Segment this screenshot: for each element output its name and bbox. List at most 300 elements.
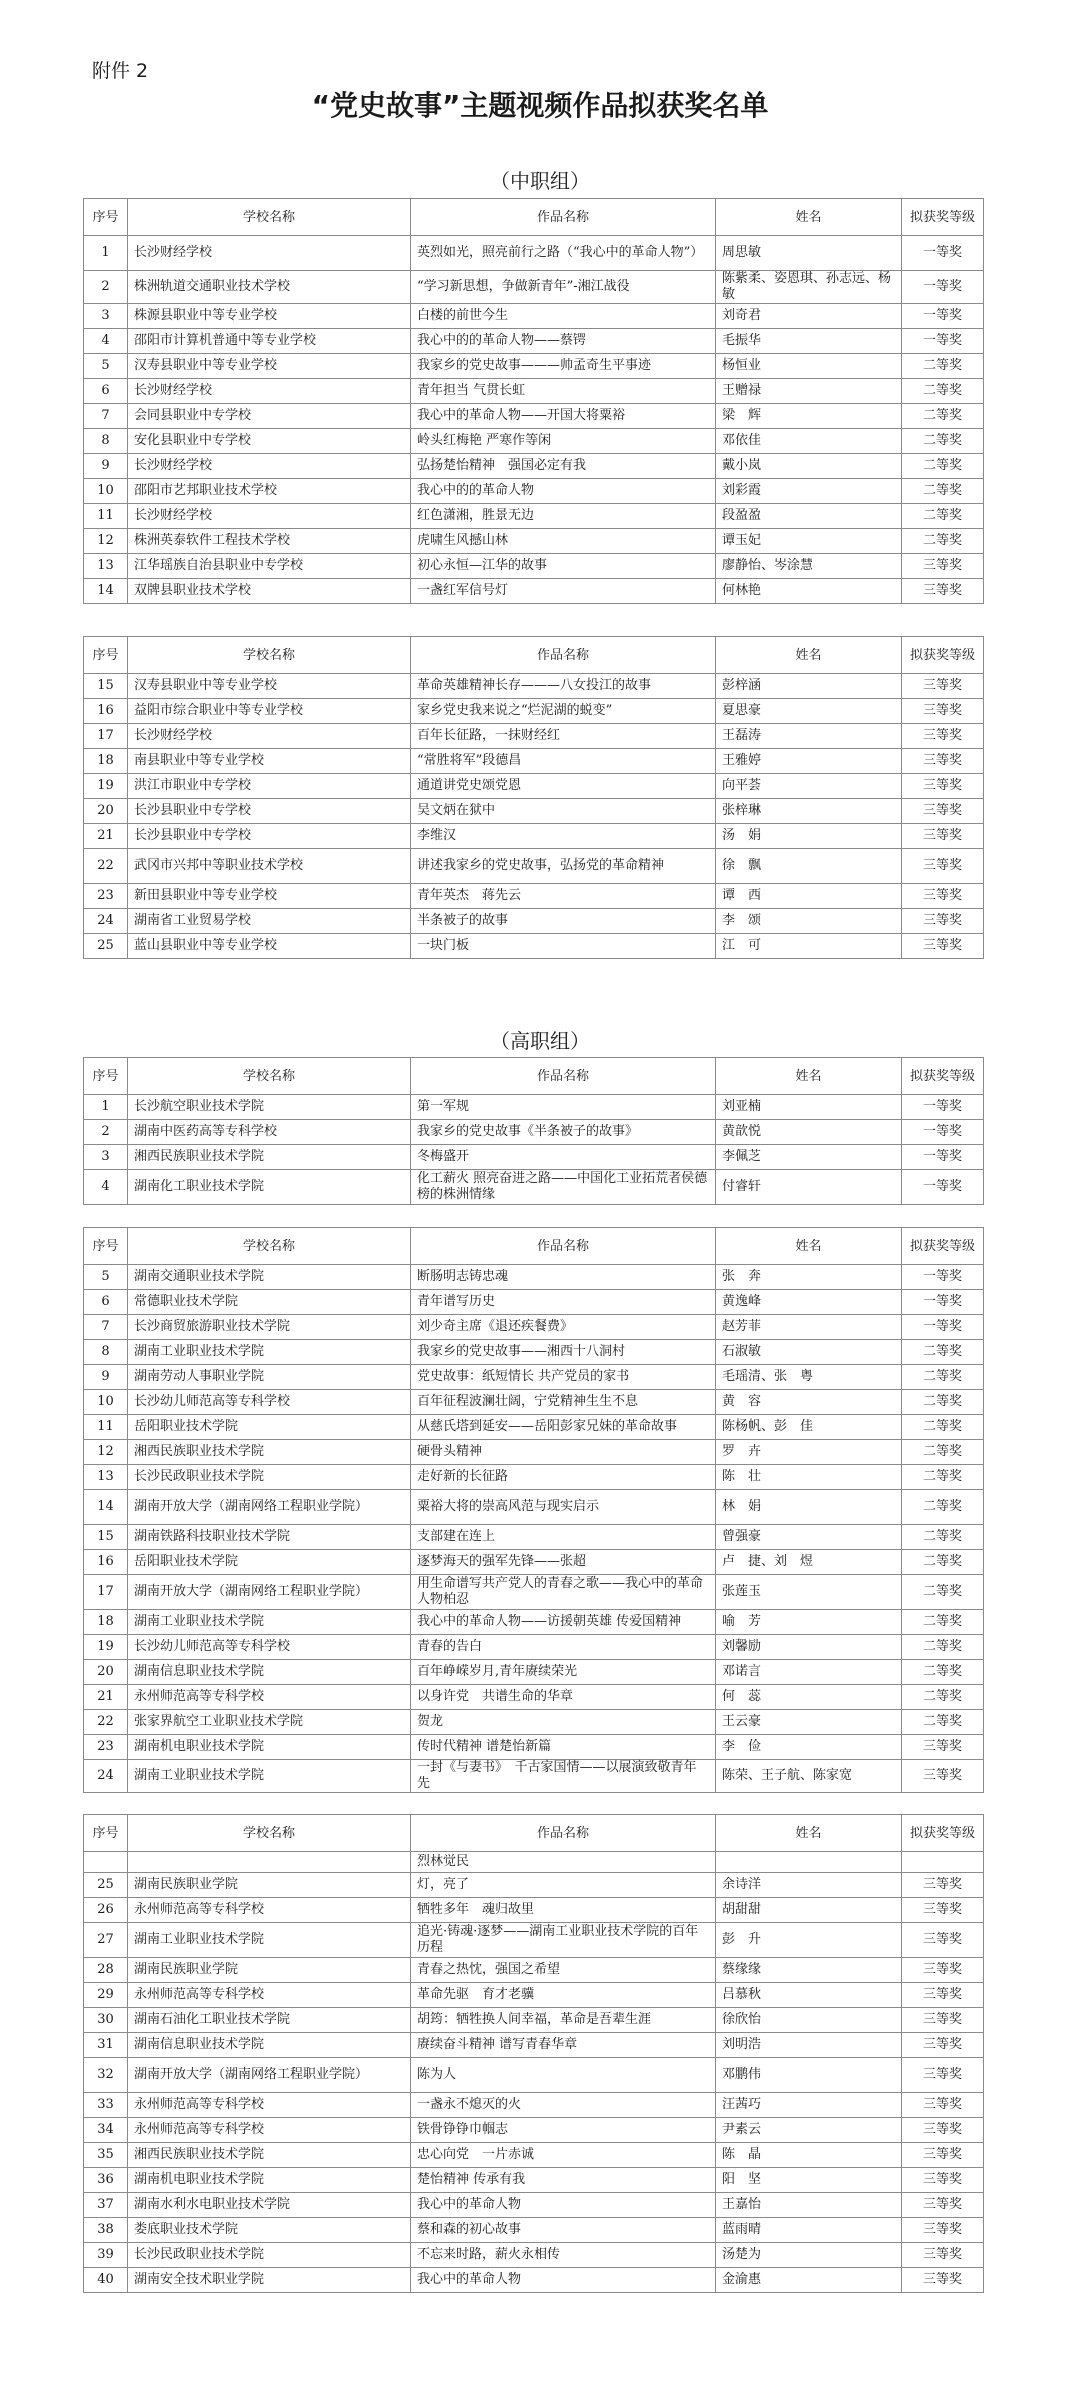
school-name: 湖南省工业贸易学校 bbox=[128, 909, 411, 934]
award-level: 三等奖 bbox=[902, 2268, 984, 2293]
table-row bbox=[84, 304, 984, 329]
work-title: 我心中的的革命人物 bbox=[411, 479, 716, 504]
table-header-row bbox=[84, 637, 984, 674]
row-index: 2 bbox=[84, 271, 128, 304]
table-row bbox=[84, 674, 984, 699]
school-name: 邵阳市计算机普通中等专业学校 bbox=[128, 329, 411, 354]
author-name: 刘奇君 bbox=[716, 304, 902, 329]
author-name: 杨恒业 bbox=[716, 354, 902, 379]
header-award: 拟获奖等级 bbox=[902, 1815, 984, 1852]
award-level: 二等奖 bbox=[902, 1685, 984, 1710]
table-row bbox=[84, 1440, 984, 1465]
row-index: 1 bbox=[84, 236, 128, 271]
table-row bbox=[84, 2033, 984, 2058]
award-level: 二等奖 bbox=[902, 1440, 984, 1465]
work-title: 楚怡精神 传承有我 bbox=[411, 2168, 716, 2193]
school-name: 邵阳市艺邦职业技术学校 bbox=[128, 479, 411, 504]
school-name: 娄底职业技术学院 bbox=[128, 2218, 411, 2243]
table-row bbox=[84, 579, 984, 604]
row-index: 12 bbox=[84, 529, 128, 554]
author-name: 吕慕秋 bbox=[716, 1983, 902, 2008]
award-level bbox=[902, 1852, 984, 1873]
school-name: 长沙财经学校 bbox=[128, 236, 411, 271]
author-name: 谭玉妃 bbox=[716, 529, 902, 554]
row-index: 39 bbox=[84, 2243, 128, 2268]
award-level: 三等奖 bbox=[902, 724, 984, 749]
author-name: 石淑敏 bbox=[716, 1340, 902, 1365]
table-row bbox=[84, 1983, 984, 2008]
school-name: 湖南信息职业技术学院 bbox=[128, 1660, 411, 1685]
author-name: 段盈盈 bbox=[716, 504, 902, 529]
author-name: 陈紫柔、姿恩琪、孙志远、杨 敏 bbox=[716, 271, 902, 304]
award-table bbox=[83, 1814, 984, 2293]
header-index: 序号 bbox=[84, 637, 128, 674]
header-work: 作品名称 bbox=[411, 1228, 716, 1265]
school-name: 长沙财经学校 bbox=[128, 724, 411, 749]
author-name: 尹素云 bbox=[716, 2118, 902, 2143]
author-name: 黄 容 bbox=[716, 1390, 902, 1415]
table-row bbox=[84, 529, 984, 554]
table-row bbox=[84, 454, 984, 479]
school-name: 永州师范高等专科学校 bbox=[128, 2118, 411, 2143]
award-table bbox=[83, 198, 984, 604]
award-table bbox=[83, 636, 984, 959]
author-name: 罗 卉 bbox=[716, 1440, 902, 1465]
school-name: 张家界航空工业职业技术学院 bbox=[128, 1710, 411, 1735]
row-index: 7 bbox=[84, 404, 128, 429]
row-index: 20 bbox=[84, 1660, 128, 1685]
table-row bbox=[84, 1415, 984, 1440]
award-level: 二等奖 bbox=[902, 1465, 984, 1490]
group-title-vocational: （中职组） bbox=[490, 169, 590, 193]
work-title: “常胜将军”段德昌 bbox=[411, 749, 716, 774]
header-award: 拟获奖等级 bbox=[902, 199, 984, 236]
author-name: 彭 升 bbox=[716, 1923, 902, 1958]
row-index: 15 bbox=[84, 674, 128, 699]
table-row bbox=[84, 1315, 984, 1340]
work-title: 我心中的革命人物——开国大将粟裕 bbox=[411, 404, 716, 429]
row-index: 18 bbox=[84, 749, 128, 774]
table-row bbox=[84, 2008, 984, 2033]
award-level: 二等奖 bbox=[902, 1490, 984, 1525]
row-index: 13 bbox=[84, 554, 128, 579]
header-index: 序号 bbox=[84, 1228, 128, 1265]
work-title: 用生命谱写共产党人的青春之歌——我心中的革命人物柏忍 bbox=[411, 1575, 716, 1610]
row-index: 16 bbox=[84, 699, 128, 724]
table-row bbox=[84, 554, 984, 579]
award-level: 三等奖 bbox=[902, 774, 984, 799]
school-name: 江华瑶族自治县职业中专学校 bbox=[128, 554, 411, 579]
award-level: 三等奖 bbox=[902, 2008, 984, 2033]
row-index: 4 bbox=[84, 1170, 128, 1205]
row-index: 19 bbox=[84, 774, 128, 799]
table-row bbox=[84, 2193, 984, 2218]
author-name: 王赠禄 bbox=[716, 379, 902, 404]
school-name: 湖南工业职业技术学院 bbox=[128, 1760, 411, 1793]
row-index: 9 bbox=[84, 1365, 128, 1390]
author-name: 陈 壮 bbox=[716, 1465, 902, 1490]
table-row bbox=[84, 1340, 984, 1365]
table-row bbox=[84, 2093, 984, 2118]
author-name: 陈 晶 bbox=[716, 2143, 902, 2168]
work-title: “学习新思想，争做新青年”-湘江战役 bbox=[411, 271, 716, 304]
award-level: 二等奖 bbox=[902, 479, 984, 504]
award-table bbox=[83, 1227, 984, 1793]
author-name: 曾强豪 bbox=[716, 1525, 902, 1550]
work-title: 忠心向党 一片赤诚 bbox=[411, 2143, 716, 2168]
award-level: 三等奖 bbox=[902, 934, 984, 959]
header-index: 序号 bbox=[84, 1058, 128, 1095]
author-name: 张 奔 bbox=[716, 1265, 902, 1290]
row-index: 8 bbox=[84, 429, 128, 454]
school-name: 永州师范高等专科学校 bbox=[128, 2093, 411, 2118]
award-level: 一等奖 bbox=[902, 1170, 984, 1205]
work-title: 我心中的革命人物 bbox=[411, 2268, 716, 2293]
author-name: 刘彩霞 bbox=[716, 479, 902, 504]
row-index: 38 bbox=[84, 2218, 128, 2243]
work-title: 百年峥嵘岁月,青年赓续荣光 bbox=[411, 1660, 716, 1685]
school-name: 湖南开放大学（湖南网络工程职业学院） bbox=[128, 1490, 411, 1525]
award-level: 一等奖 bbox=[902, 271, 984, 304]
award-level: 三等奖 bbox=[902, 2243, 984, 2268]
work-title: 英烈如光，照亮前行之路（“我心中的革命人物”） bbox=[411, 236, 716, 271]
school-name: 株洲英泰软件工程技术学校 bbox=[128, 529, 411, 554]
school-name: 湖南民族职业学院 bbox=[128, 1958, 411, 1983]
school-name: 湖南铁路科技职业技术学院 bbox=[128, 1525, 411, 1550]
table-row bbox=[84, 429, 984, 454]
school-name: 南县职业中等专业学校 bbox=[128, 749, 411, 774]
award-level: 三等奖 bbox=[902, 1760, 984, 1793]
table-row bbox=[84, 1760, 984, 1793]
work-title: 追光·铸魂·逐梦——湖南工业职业技术学院的百年历程 bbox=[411, 1923, 716, 1958]
author-name: 向平荟 bbox=[716, 774, 902, 799]
author-name: 徐欣怡 bbox=[716, 2008, 902, 2033]
work-title: 逐梦海天的强军先锋——张超 bbox=[411, 1550, 716, 1575]
school-name bbox=[128, 1852, 411, 1873]
award-level: 二等奖 bbox=[902, 1710, 984, 1735]
table-row bbox=[84, 1660, 984, 1685]
row-index: 17 bbox=[84, 724, 128, 749]
author-name bbox=[716, 1852, 902, 1873]
author-name: 胡甜甜 bbox=[716, 1898, 902, 1923]
school-name: 湖南化工职业技术学院 bbox=[128, 1170, 411, 1205]
header-work: 作品名称 bbox=[411, 199, 716, 236]
author-name: 陈荣、王子航、陈家宽 bbox=[716, 1760, 902, 1793]
table-row bbox=[84, 2143, 984, 2168]
row-index: 33 bbox=[84, 2093, 128, 2118]
row-index: 15 bbox=[84, 1525, 128, 1550]
work-title: 弘扬楚怡精神 强国必定有我 bbox=[411, 454, 716, 479]
author-name: 蓝雨晴 bbox=[716, 2218, 902, 2243]
table-row bbox=[84, 271, 984, 304]
work-title: 蔡和森的初心故事 bbox=[411, 2218, 716, 2243]
author-name: 余诗洋 bbox=[716, 1873, 902, 1898]
award-level: 三等奖 bbox=[902, 674, 984, 699]
work-title: 粟裕大将的崇高风范与现实启示 bbox=[411, 1490, 716, 1525]
school-name: 株源县职业中等专业学校 bbox=[128, 304, 411, 329]
table-row bbox=[84, 354, 984, 379]
work-title: 党史故事：纸短情长 共产党员的家书 bbox=[411, 1365, 716, 1390]
header-index: 序号 bbox=[84, 1815, 128, 1852]
award-level: 三等奖 bbox=[902, 1735, 984, 1760]
award-level: 一等奖 bbox=[902, 1290, 984, 1315]
table-row bbox=[84, 379, 984, 404]
award-level: 二等奖 bbox=[902, 1575, 984, 1610]
table-row bbox=[84, 2218, 984, 2243]
author-name: 何 蕊 bbox=[716, 1685, 902, 1710]
author-name: 李 俭 bbox=[716, 1735, 902, 1760]
table-row bbox=[84, 1390, 984, 1415]
attachment-label: 附件 2 bbox=[92, 60, 149, 82]
header-school: 学校名称 bbox=[128, 1815, 411, 1852]
header-name: 姓名 bbox=[716, 1815, 902, 1852]
table-row bbox=[84, 2268, 984, 2293]
work-title: 赓续奋斗精神 谱写青春华章 bbox=[411, 2033, 716, 2058]
author-name: 汤楚为 bbox=[716, 2243, 902, 2268]
table-row bbox=[84, 1525, 984, 1550]
header-school: 学校名称 bbox=[128, 1058, 411, 1095]
work-title: 百年征程波澜壮阔，宁党精神生生不息 bbox=[411, 1390, 716, 1415]
header-award: 拟获奖等级 bbox=[902, 1228, 984, 1265]
table-row bbox=[84, 1145, 984, 1170]
table-row bbox=[84, 1265, 984, 1290]
award-level: 三等奖 bbox=[902, 909, 984, 934]
award-level: 二等奖 bbox=[902, 1365, 984, 1390]
school-name: 永州师范高等专科学校 bbox=[128, 1685, 411, 1710]
work-title: 我心中的革命人物 bbox=[411, 2193, 716, 2218]
school-name: 湖南开放大学（湖南网络工程职业学院） bbox=[128, 1575, 411, 1610]
school-name: 长沙财经学校 bbox=[128, 454, 411, 479]
table-row bbox=[84, 2243, 984, 2268]
work-title: 牺牲多年 魂归故里 bbox=[411, 1898, 716, 1923]
author-name: 张梓琳 bbox=[716, 799, 902, 824]
school-name: 株洲轨道交通职业技术学校 bbox=[128, 271, 411, 304]
work-title: 青春之热忱，强国之希望 bbox=[411, 1958, 716, 1983]
author-name: 卢 捷、刘 煜 bbox=[716, 1550, 902, 1575]
award-level: 一等奖 bbox=[902, 329, 984, 354]
table-row bbox=[84, 236, 984, 271]
table-header-row bbox=[84, 1058, 984, 1095]
award-level: 一等奖 bbox=[902, 1095, 984, 1120]
award-level: 二等奖 bbox=[902, 404, 984, 429]
row-index: 24 bbox=[84, 909, 128, 934]
work-title: 一封《与妻书》 千古家国情——以展演致敬青年先 bbox=[411, 1760, 716, 1793]
author-name: 汤 娟 bbox=[716, 824, 902, 849]
row-index: 5 bbox=[84, 1265, 128, 1290]
author-name: 梁 辉 bbox=[716, 404, 902, 429]
row-index: 3 bbox=[84, 304, 128, 329]
row-index: 40 bbox=[84, 2268, 128, 2293]
award-level: 二等奖 bbox=[902, 1340, 984, 1365]
school-name: 湖南石油化工职业技术学院 bbox=[128, 2008, 411, 2033]
award-level: 二等奖 bbox=[902, 1390, 984, 1415]
school-name: 汉寿县职业中等专业学校 bbox=[128, 674, 411, 699]
table-row bbox=[84, 1365, 984, 1390]
school-name: 永州师范高等专科学校 bbox=[128, 1983, 411, 2008]
award-level: 二等奖 bbox=[902, 1550, 984, 1575]
header-name: 姓名 bbox=[716, 1058, 902, 1095]
row-index: 21 bbox=[84, 1685, 128, 1710]
row-index: 25 bbox=[84, 934, 128, 959]
work-title: 硬骨头精神 bbox=[411, 1440, 716, 1465]
school-name: 蓝山县职业中等专业学校 bbox=[128, 934, 411, 959]
work-title: 不忘来时路，薪火永相传 bbox=[411, 2243, 716, 2268]
school-name: 湖南交通职业技术学院 bbox=[128, 1265, 411, 1290]
author-name: 江 可 bbox=[716, 934, 902, 959]
school-name: 永州师范高等专科学校 bbox=[128, 1898, 411, 1923]
award-level: 三等奖 bbox=[902, 2093, 984, 2118]
row-index: 31 bbox=[84, 2033, 128, 2058]
work-title: 胡筠：牺牲换人间幸福，革命是吾辈生涯 bbox=[411, 2008, 716, 2033]
work-title: 岭头红梅艳 严寒作等闲 bbox=[411, 429, 716, 454]
author-name: 彭梓涵 bbox=[716, 674, 902, 699]
award-level: 一等奖 bbox=[902, 1145, 984, 1170]
author-name: 王嘉怡 bbox=[716, 2193, 902, 2218]
row-index: 4 bbox=[84, 329, 128, 354]
author-name: 黄歆悦 bbox=[716, 1120, 902, 1145]
row-index: 11 bbox=[84, 504, 128, 529]
school-name: 湘西民族职业技术学院 bbox=[128, 2143, 411, 2168]
award-level: 三等奖 bbox=[902, 1958, 984, 1983]
table-row bbox=[84, 1120, 984, 1145]
award-level: 二等奖 bbox=[902, 454, 984, 479]
author-name: 王磊涛 bbox=[716, 724, 902, 749]
work-title: 冬梅盛开 bbox=[411, 1145, 716, 1170]
row-index: 36 bbox=[84, 2168, 128, 2193]
award-level: 三等奖 bbox=[902, 554, 984, 579]
work-title: 一盏永不熄灭的火 bbox=[411, 2093, 716, 2118]
school-name: 洪江市职业中专学校 bbox=[128, 774, 411, 799]
work-title: 烈林觉民 bbox=[411, 1852, 716, 1873]
work-title: 一盏红军信号灯 bbox=[411, 579, 716, 604]
row-index: 1 bbox=[84, 1095, 128, 1120]
award-level: 三等奖 bbox=[902, 2218, 984, 2243]
author-name: 付睿轩 bbox=[716, 1170, 902, 1205]
row-index: 21 bbox=[84, 824, 128, 849]
author-name: 邓鹏伟 bbox=[716, 2058, 902, 2093]
table-row bbox=[84, 1685, 984, 1710]
table-row bbox=[84, 849, 984, 884]
row-index: 16 bbox=[84, 1550, 128, 1575]
table-row bbox=[84, 1958, 984, 1983]
row-index: 13 bbox=[84, 1465, 128, 1490]
table-row bbox=[84, 2168, 984, 2193]
work-title: 以身许党 共谱生命的华章 bbox=[411, 1685, 716, 1710]
author-name: 王云豪 bbox=[716, 1710, 902, 1735]
work-title: 讲述我家乡的党史故事，弘扬党的革命精神 bbox=[411, 849, 716, 884]
row-index: 26 bbox=[84, 1898, 128, 1923]
school-name: 湖南安全技术职业学院 bbox=[128, 2268, 411, 2293]
row-index: 10 bbox=[84, 479, 128, 504]
row-index: 22 bbox=[84, 849, 128, 884]
award-level: 一等奖 bbox=[902, 1265, 984, 1290]
table-row bbox=[84, 1923, 984, 1958]
author-name: 赵芳菲 bbox=[716, 1315, 902, 1340]
row-index: 34 bbox=[84, 2118, 128, 2143]
header-school: 学校名称 bbox=[128, 199, 411, 236]
work-title: 我家乡的党史故事———帅孟奇生平事迹 bbox=[411, 354, 716, 379]
author-name: 王雅婷 bbox=[716, 749, 902, 774]
award-level: 三等奖 bbox=[902, 799, 984, 824]
school-name: 长沙商贸旅游职业技术学院 bbox=[128, 1315, 411, 1340]
award-level: 三等奖 bbox=[902, 2193, 984, 2218]
award-level: 二等奖 bbox=[902, 1415, 984, 1440]
school-name: 湖南工业职业技术学院 bbox=[128, 1340, 411, 1365]
table-row bbox=[84, 1898, 984, 1923]
award-level: 一等奖 bbox=[902, 1315, 984, 1340]
header-work: 作品名称 bbox=[411, 637, 716, 674]
row-index: 30 bbox=[84, 2008, 128, 2033]
school-name: 长沙民政职业技术学院 bbox=[128, 1465, 411, 1490]
table-row bbox=[84, 2118, 984, 2143]
work-title: 第一军规 bbox=[411, 1095, 716, 1120]
award-level: 三等奖 bbox=[902, 749, 984, 774]
table-row bbox=[84, 909, 984, 934]
school-name: 益阳市综合职业中等专业学校 bbox=[128, 699, 411, 724]
school-name: 湖南中医药高等专科学校 bbox=[128, 1120, 411, 1145]
award-level: 三等奖 bbox=[902, 824, 984, 849]
header-name: 姓名 bbox=[716, 1228, 902, 1265]
table-row bbox=[84, 1095, 984, 1120]
row-index: 27 bbox=[84, 1923, 128, 1958]
award-level: 三等奖 bbox=[902, 2118, 984, 2143]
work-title: 青年谱写历史 bbox=[411, 1290, 716, 1315]
table-row bbox=[84, 1170, 984, 1205]
row-index: 9 bbox=[84, 454, 128, 479]
table-header-row bbox=[84, 1815, 984, 1852]
award-level: 三等奖 bbox=[902, 2143, 984, 2168]
header-index: 序号 bbox=[84, 199, 128, 236]
table-row bbox=[84, 1290, 984, 1315]
row-index: 23 bbox=[84, 1735, 128, 1760]
award-level: 二等奖 bbox=[902, 379, 984, 404]
award-level: 三等奖 bbox=[902, 1983, 984, 2008]
author-name: 陈杨帆、彭 佳 bbox=[716, 1415, 902, 1440]
award-level: 一等奖 bbox=[902, 304, 984, 329]
work-title: 走好新的长征路 bbox=[411, 1465, 716, 1490]
award-level: 二等奖 bbox=[902, 1660, 984, 1685]
school-name: 湖南劳动人事职业学院 bbox=[128, 1365, 411, 1390]
school-name: 长沙民政职业技术学院 bbox=[128, 2243, 411, 2268]
author-name: 周思敏 bbox=[716, 236, 902, 271]
author-name: 李 颂 bbox=[716, 909, 902, 934]
work-title: 我心中的的革命人物——蔡锷 bbox=[411, 329, 716, 354]
award-level: 三等奖 bbox=[902, 579, 984, 604]
work-title: 断肠明志铸忠魂 bbox=[411, 1265, 716, 1290]
work-title: 支部建在连上 bbox=[411, 1525, 716, 1550]
work-title: 青春的告白 bbox=[411, 1635, 716, 1660]
work-title: 吴文炳在狱中 bbox=[411, 799, 716, 824]
work-title: 刘少奇主席《退还疾餐费》 bbox=[411, 1315, 716, 1340]
table-row bbox=[84, 824, 984, 849]
author-name: 阳 坚 bbox=[716, 2168, 902, 2193]
school-name: 常德职业技术学院 bbox=[128, 1290, 411, 1315]
award-level: 二等奖 bbox=[902, 1610, 984, 1635]
row-index: 17 bbox=[84, 1575, 128, 1610]
table-row bbox=[84, 1610, 984, 1635]
work-title: 通道讲党史颂党恩 bbox=[411, 774, 716, 799]
award-level: 三等奖 bbox=[902, 1873, 984, 1898]
author-name: 李佩芝 bbox=[716, 1145, 902, 1170]
school-name: 会同县职业中专学校 bbox=[128, 404, 411, 429]
table-row bbox=[84, 479, 984, 504]
author-name: 徐 飘 bbox=[716, 849, 902, 884]
work-title: 一块门板 bbox=[411, 934, 716, 959]
school-name: 长沙县职业中专学校 bbox=[128, 799, 411, 824]
table-row bbox=[84, 749, 984, 774]
school-name: 长沙航空职业技术学院 bbox=[128, 1095, 411, 1120]
work-title: 我家乡的党史故事——湘西十八洞村 bbox=[411, 1340, 716, 1365]
